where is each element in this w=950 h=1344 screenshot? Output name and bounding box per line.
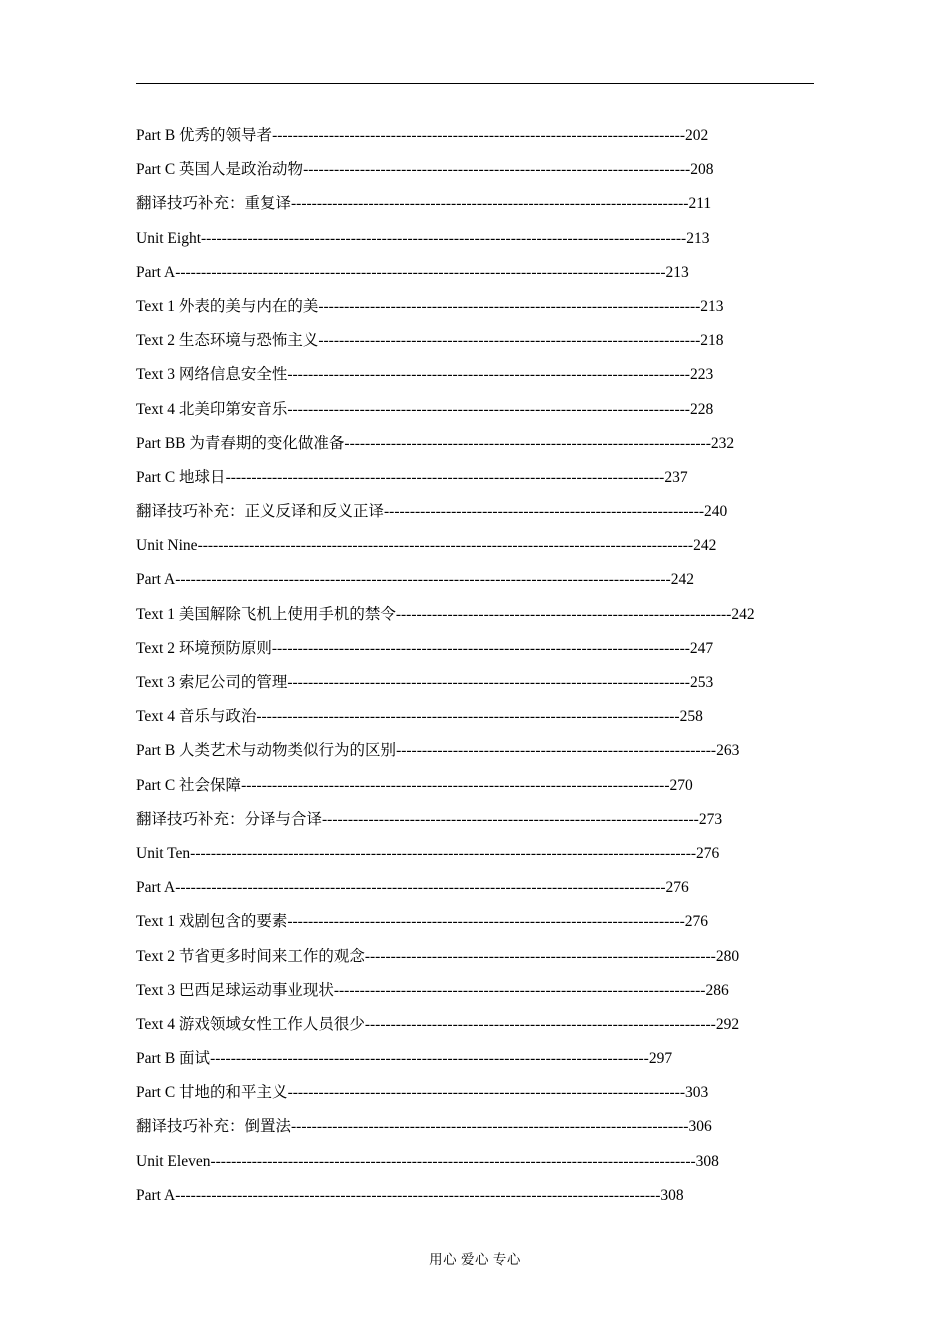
toc-entry-title: 翻译技巧补充：正义反译和反义正译: [136, 503, 385, 521]
toc-entry-page-number: 253: [689, 674, 714, 691]
toc-entry-title: Text 1 美国解除飞机上使用手机的禁令: [136, 605, 396, 623]
toc-entry-title: Part B 人类艺术与动物类似行为的区别: [136, 742, 397, 760]
toc-entry-title: 翻译技巧补充：重复译: [136, 195, 292, 213]
toc-entry[interactable]: [136, 910, 755, 944]
toc-entry-leader: ----------------------------------------------------------------------------------------------: [210, 1152, 696, 1170]
toc-entry-title: Part BB 为青春期的变化做准备: [136, 434, 345, 452]
toc-entry[interactable]: [136, 739, 755, 773]
toc-entry-leader: -------------------------------------------------------------------------: [322, 810, 699, 828]
toc-entry-leader: -----------------------------------------------------------------------------------------------: [175, 263, 666, 281]
toc-entry[interactable]: [136, 603, 755, 637]
toc-entry[interactable]: [136, 842, 755, 876]
toc-entry-title: Text 1 戏剧包含的要素: [136, 913, 288, 931]
toc-entry[interactable]: [136, 534, 755, 568]
toc-entry-leader: -----------------------------------------------------------------: [395, 605, 732, 623]
toc-entry-page-number: 270: [669, 776, 693, 794]
toc-entry[interactable]: [136, 192, 755, 226]
toc-entry-leader: --------------------------------------------------------------------: [364, 1015, 716, 1033]
toc-entry-leader: --------------------------------------------------------------------------: [318, 297, 701, 315]
toc-entry-page-number: 242: [670, 571, 694, 589]
toc-entry-page-number: 286: [705, 981, 729, 999]
toc-entry-page-number: 232: [710, 434, 735, 452]
toc-entry[interactable]: [136, 295, 755, 329]
toc-entry[interactable]: [136, 227, 755, 261]
toc-entry-page-number: 237: [664, 468, 688, 486]
toc-entry-title: Unit Nine: [136, 537, 198, 555]
toc-entry[interactable]: [136, 398, 755, 432]
toc-entry[interactable]: [136, 1081, 755, 1115]
toc-entry-page-number: 213: [686, 229, 710, 247]
toc-entry-title: Part A: [136, 263, 176, 281]
toc-entry-leader: ------------------------------------------------------------------------------------------------: [175, 571, 671, 589]
toc-entry[interactable]: [136, 432, 755, 466]
toc-entry-leader: -----------------------------------------------------------------------------------------------: [175, 879, 666, 897]
toc-entry-page-number: 218: [700, 332, 724, 350]
toc-entry-page-number: 242: [731, 605, 755, 623]
toc-entry-title: Part C 社会保障: [136, 776, 242, 794]
toc-entry-page-number: 280: [715, 947, 740, 965]
toc-entry[interactable]: [136, 124, 755, 158]
toc-entry[interactable]: [136, 876, 755, 910]
toc-entry-page-number: 242: [693, 537, 717, 555]
toc-entry-page-number: 306: [688, 1118, 712, 1136]
toc-entry-page-number: 211: [688, 195, 712, 213]
toc-entry-title: Text 4 北美印第安音乐: [136, 400, 288, 418]
toc-entry-title: Text 2 节省更多时间来工作的观念: [136, 947, 365, 965]
toc-entry-page-number: 263: [716, 742, 740, 760]
page-footer: 用心 爱心 专心: [429, 1252, 521, 1267]
toc-entry-page-number: 213: [665, 263, 689, 281]
toc-entry-title: Part A: [136, 1186, 176, 1204]
toc-entry-title: Part B 面试: [136, 1050, 211, 1068]
toc-entry[interactable]: [136, 1047, 755, 1081]
toc-entry-leader: ----------------------------------------------------------------------------------------------: [201, 229, 687, 247]
toc-entry-leader: --------------------------------------------------------------------------: [318, 332, 701, 350]
toc-entry-leader: ----------------------------------------------------------------------------------: [256, 708, 680, 726]
toc-entry-page-number: 240: [704, 503, 728, 521]
toc-entry-leader: -----------------------------------------------------------------------------: [291, 195, 689, 213]
toc-entry-title: Part A: [136, 879, 176, 897]
toc-entry-leader: -----------------------------------------------------------------------------: [291, 1118, 689, 1136]
toc-entry[interactable]: [136, 466, 755, 500]
toc-entry-title: Unit Eight: [136, 229, 202, 247]
toc-entry-title: Unit Eleven: [136, 1152, 211, 1170]
toc-entry-title: 翻译技巧补充：分译与合译: [136, 810, 323, 828]
toc-entry-title: 翻译技巧补充：倒置法: [136, 1118, 292, 1136]
toc-entry-title: Part C 甘地的和平主义: [136, 1084, 288, 1102]
toc-entry-leader: ------------------------------------------------------------------------------: [287, 366, 690, 384]
toc-entry-page-number: 208: [690, 161, 714, 179]
toc-entry-title: Text 3 网络信息安全性: [136, 366, 288, 384]
toc-entry-leader: --------------------------------------------------------------------------------------------------: [190, 844, 697, 862]
toc-entry-leader: --------------------------------------------------------------------------------: [272, 127, 685, 144]
toc-entry-page-number: 247: [689, 639, 714, 657]
toc-entry-page-number: 297: [648, 1050, 673, 1068]
toc-entry[interactable]: [136, 808, 755, 842]
toc-entry-leader: ---------------------------------------------------------------------------------: [271, 639, 690, 657]
header-rule: [136, 83, 814, 84]
toc-entry-leader: ----------------------------------------------------------------------------------------------: [175, 1186, 661, 1204]
toc-entry-page-number: 202: [685, 127, 709, 144]
toc-entry-page-number: 276: [665, 879, 689, 897]
toc-entry-title: Text 4 游戏领域女性工作人员很少: [136, 1015, 365, 1033]
toc-entry-leader: -----------------------------------------------------------------------------: [287, 1084, 686, 1102]
toc-entry-leader: -----------------------------------------------------------------------------: [287, 913, 685, 931]
toc-entry-title: Text 3 索尼公司的管理: [136, 674, 288, 691]
toc-entry-page-number: 276: [696, 844, 720, 862]
toc-entry-page-number: 258: [679, 708, 703, 726]
toc-entry[interactable]: [136, 774, 755, 808]
toc-entry-leader: -------------------------------------------------------------------------------------: [210, 1050, 649, 1068]
toc-entry-leader: -----------------------------------------------------------------------: [344, 434, 711, 452]
toc-entry-page-number: 303: [685, 1084, 709, 1102]
toc-entry-title: Part A: [136, 571, 176, 589]
toc-entry-page-number: 273: [698, 810, 723, 828]
toc-entry-title: Text 4 音乐与政治: [136, 708, 257, 726]
toc-entry[interactable]: [136, 671, 755, 705]
toc-entry[interactable]: [136, 363, 755, 397]
toc-entry[interactable]: [136, 1013, 755, 1047]
toc-entry-page-number: 292: [715, 1015, 740, 1033]
toc-entry-title: Part C 地球日: [136, 468, 226, 486]
toc-entry[interactable]: [136, 979, 755, 1013]
toc-entry-title: Text 1 外表的美与内在的美: [136, 297, 319, 315]
toc-entry-leader: --------------------------------------------------------------: [396, 742, 717, 760]
toc-entry-leader: ---------------------------------------------------------------------------: [303, 161, 691, 179]
toc-entry-title: Unit Ten: [136, 844, 191, 862]
toc-entry-title: Part B 优秀的领导者: [136, 127, 273, 144]
toc-entry-page-number: 308: [695, 1152, 719, 1170]
toc-entry-leader: -----------------------------------------------------------------------------------: [241, 776, 670, 794]
toc-entry-title: Text 2 环境预防原则: [136, 639, 272, 657]
toc-entry[interactable]: [136, 568, 755, 602]
toc-entry-leader: --------------------------------------------------------------: [384, 503, 705, 521]
toc-entry-title: Text 3 巴西足球运动事业现状: [136, 981, 334, 999]
toc-entry-page-number: 276: [684, 913, 709, 931]
toc-entry-page-number: 308: [660, 1186, 684, 1204]
toc-entry[interactable]: [136, 1150, 755, 1184]
toc-entry[interactable]: [136, 705, 755, 739]
toc-entry[interactable]: [136, 945, 755, 979]
toc-entry[interactable]: [136, 637, 755, 671]
toc-entry-title: Text 2 生态环境与恐怖主义: [136, 332, 319, 350]
toc-entry-leader: -------------------------------------------------------------------------------------: [225, 468, 665, 486]
toc-entry[interactable]: [136, 158, 755, 192]
toc-entry[interactable]: [136, 1115, 755, 1149]
toc-entry-leader: ------------------------------------------------------------------------------------------------: [197, 537, 694, 555]
toc-entry[interactable]: [136, 329, 755, 363]
toc-entry[interactable]: [136, 500, 755, 534]
toc-entry-leader: ------------------------------------------------------------------------------: [287, 674, 690, 691]
toc-entry-page-number: 223: [689, 366, 714, 384]
toc-entry-leader: ------------------------------------------------------------------------: [333, 981, 706, 999]
toc-entry[interactable]: [136, 261, 755, 295]
toc-entry-page-number: 228: [689, 400, 714, 418]
toc-entry-page-number: 213: [700, 297, 724, 315]
toc-entry-title: Part C 英国人是政治动物: [136, 161, 304, 179]
toc-entry-leader: ------------------------------------------------------------------------------: [287, 400, 690, 418]
table-of-contents: [136, 124, 755, 1218]
toc-entry[interactable]: [136, 1184, 755, 1218]
toc-entry-leader: --------------------------------------------------------------------: [364, 947, 716, 965]
